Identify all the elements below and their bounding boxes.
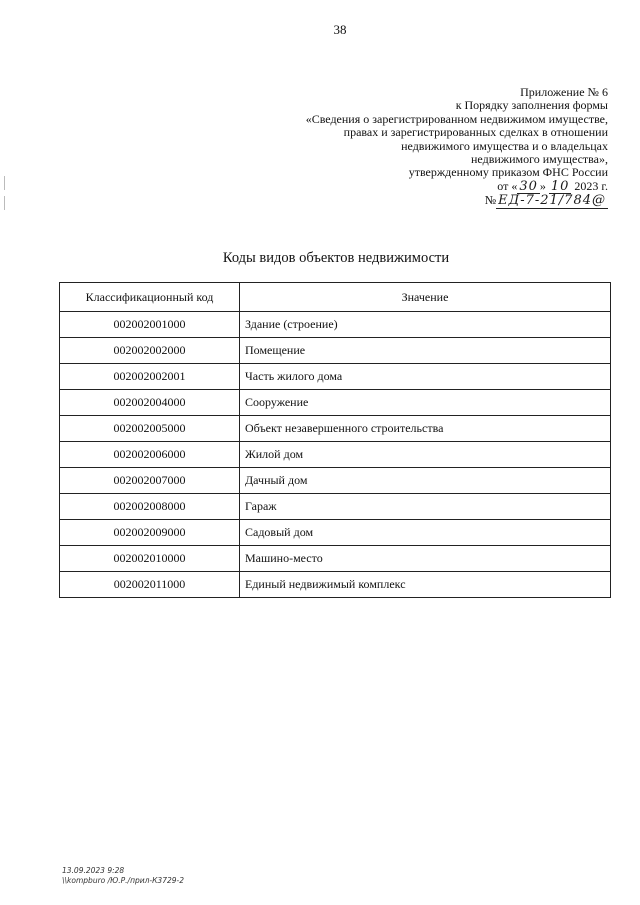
value-cell: Часть жилого дома [240, 364, 611, 390]
value-cell: Гараж [240, 494, 611, 520]
scan-mark [4, 176, 5, 190]
table-row [60, 416, 611, 442]
table-row [60, 494, 611, 520]
appendix-line: недвижимого имущества», [471, 152, 608, 167]
handwritten-number: ЕД-7-21/784@ [498, 193, 606, 209]
appendix-line: к Порядку заполнения формы [455, 98, 608, 113]
number-prefix: № [484, 193, 497, 208]
code-cell: 002002004000 [60, 390, 240, 416]
value-cell: Машино-место [240, 546, 611, 572]
appendix-line: утвержденному приказом ФНС России [408, 165, 608, 180]
table-row [60, 468, 611, 494]
value-cell: Сооружение [240, 390, 611, 416]
appendix-line: недвижимого имущества и о владельцах [401, 138, 608, 153]
appendix-header [278, 86, 608, 209]
code-cell: 002002002001 [60, 364, 240, 390]
date-prefix: от « [497, 178, 518, 193]
date-year: 2023 г. [574, 178, 608, 193]
code-cell: 002002011000 [60, 572, 240, 598]
value-cell: Дачный дом [240, 468, 611, 494]
appendix-line: Приложение № 6 [520, 85, 608, 99]
order-number [278, 194, 608, 208]
code-cell: 002002007000 [60, 468, 240, 494]
table-row [60, 338, 611, 364]
handwritten-month: 10 [550, 178, 570, 194]
value-cell: Жилой дом [240, 442, 611, 468]
table-row [60, 390, 611, 416]
document-title: Коды видов объектов недвижимости [222, 250, 450, 266]
page-number: 38 [333, 22, 347, 37]
table-row [60, 546, 611, 572]
value-cell: Объект незавершенного строительства [240, 416, 611, 442]
appendix-line: «Сведения о зарегистрированном недвижимом имуществе, [305, 111, 608, 126]
codes-table [59, 282, 611, 598]
code-cell: 002002006000 [60, 442, 240, 468]
table-row [60, 442, 611, 468]
table-row [60, 364, 611, 390]
value-cell: Здание (строение) [240, 312, 611, 338]
value-cell: Помещение [240, 338, 611, 364]
table-row [60, 312, 611, 338]
code-cell: 002002010000 [60, 546, 240, 572]
footer-stamp [62, 866, 184, 886]
code-cell: 002002001000 [60, 312, 240, 338]
table-header-row [60, 283, 611, 312]
order-date: от « 30 » 10 2023 г. [497, 178, 608, 194]
appendix-line: правах и зарегистрированных сделках в отношении [343, 125, 608, 140]
code-cell: 002002008000 [60, 494, 240, 520]
code-cell: 002002009000 [60, 520, 240, 546]
footer-timestamp: 13.09.2023 9:28 [62, 866, 125, 875]
value-cell: Садовый дом [240, 520, 611, 546]
header-value: Значение [240, 283, 611, 312]
code-cell: 002002005000 [60, 416, 240, 442]
value-cell: Единый недвижимый комплекс [240, 572, 611, 598]
code-cell: 002002002000 [60, 338, 240, 364]
handwritten-day: 30 [519, 178, 538, 194]
table-row [60, 572, 611, 598]
footer-path: \\kompburo /Ю.Р./прил-К3729-2 [62, 876, 184, 885]
header-code: Классификационный код [60, 283, 240, 312]
scan-mark [4, 196, 5, 210]
table-row [60, 520, 611, 546]
